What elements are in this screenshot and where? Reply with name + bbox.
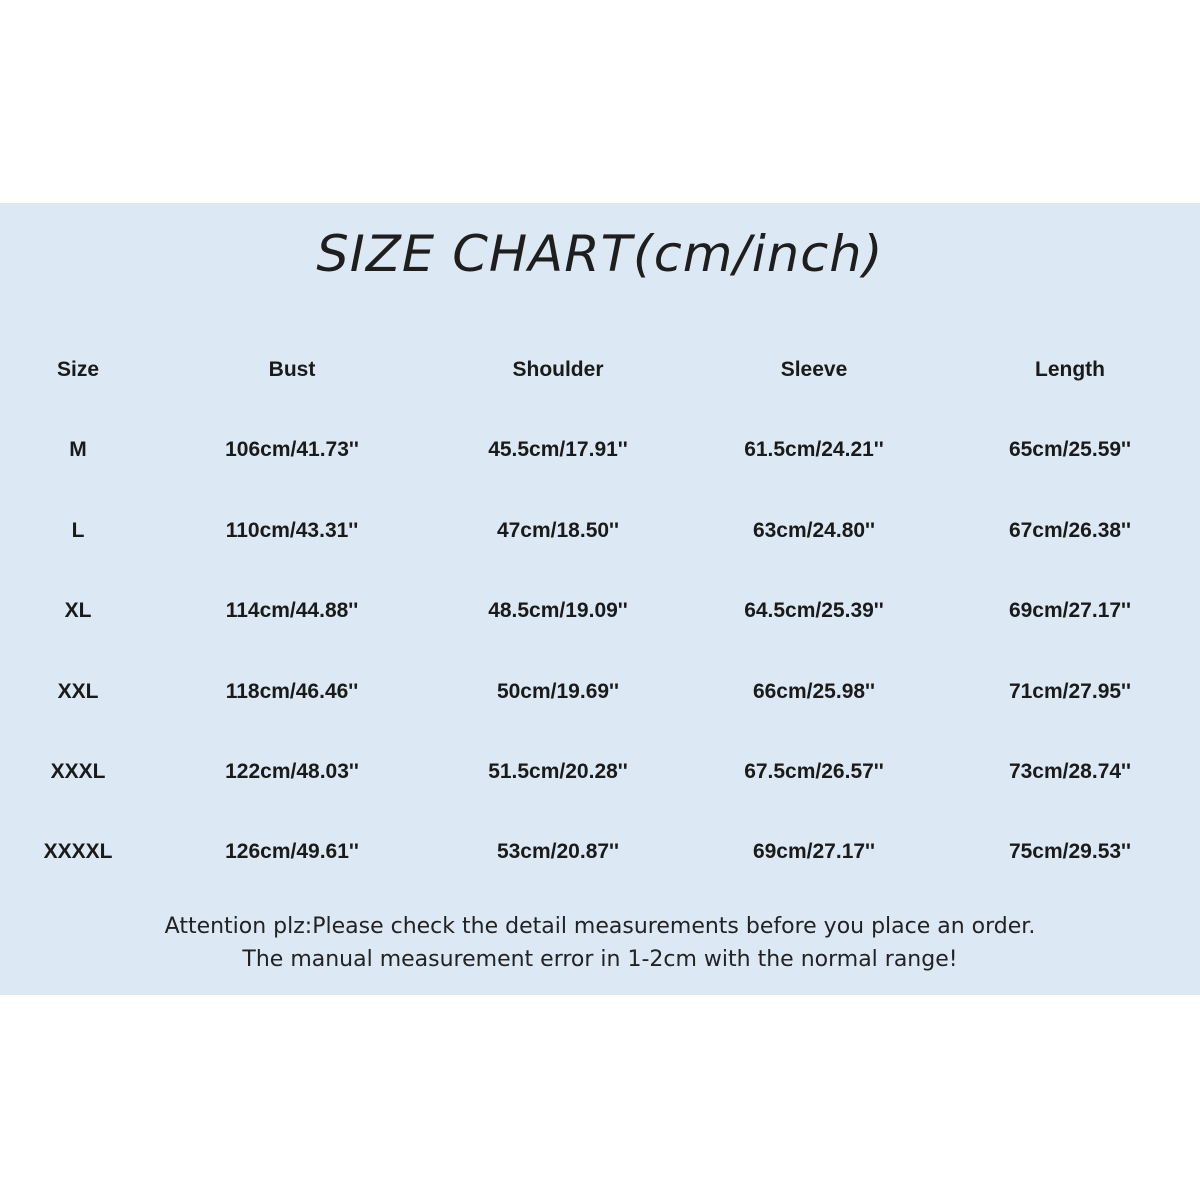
table-row <box>0 571 1200 651</box>
bust-cell: 118cm/46.46'' <box>225 679 359 703</box>
size-table <box>0 330 1200 893</box>
sleeve-cell: 66cm/25.98'' <box>752 679 876 703</box>
bust-cell: 126cm/49.61'' <box>225 840 359 864</box>
shoulder-cell: 45.5cm/17.91'' <box>488 438 628 462</box>
size-cell: XXXL <box>50 759 106 783</box>
header-sleeve: Sleeve <box>780 358 848 381</box>
sleeve-cell: 64.5cm/25.39'' <box>744 599 884 623</box>
table-row <box>0 491 1200 571</box>
length-cell: 69cm/27.17'' <box>1008 599 1132 623</box>
bust-cell: 110cm/43.31'' <box>225 518 359 542</box>
bust-cell: 106cm/41.73'' <box>225 438 359 462</box>
header-size: Size <box>56 358 100 381</box>
table-header-row <box>0 330 1200 410</box>
size-cell: XXL <box>57 679 99 703</box>
sleeve-cell: 61.5cm/24.21'' <box>744 438 884 462</box>
shoulder-cell: 53cm/20.87'' <box>496 840 620 864</box>
table-row <box>0 652 1200 732</box>
measurement-error-note: The manual measurement error in 1-2cm with the normal range! <box>242 947 958 972</box>
length-cell: 67cm/26.38'' <box>1008 518 1132 542</box>
sleeve-cell: 69cm/27.17'' <box>752 840 876 864</box>
shoulder-cell: 48.5cm/19.09'' <box>488 599 628 623</box>
size-cell: L <box>71 518 85 542</box>
shoulder-cell: 47cm/18.50'' <box>496 518 620 542</box>
attention-note: Attention plz:Please check the detail measurements before you place an order. <box>164 914 1036 939</box>
size-chart-title: SIZE CHART(cm/inch) <box>316 225 884 283</box>
sleeve-cell: 63cm/24.80'' <box>752 518 876 542</box>
table-row <box>0 812 1200 892</box>
length-cell: 65cm/25.59'' <box>1008 438 1132 462</box>
size-cell: XXXXL <box>43 840 113 864</box>
length-cell: 73cm/28.74'' <box>1008 759 1132 783</box>
size-cell: M <box>69 438 87 462</box>
header-bust: Bust <box>268 358 316 381</box>
length-cell: 71cm/27.95'' <box>1008 679 1132 703</box>
size-cell: XL <box>64 599 92 623</box>
table-row <box>0 732 1200 812</box>
length-cell: 75cm/29.53'' <box>1008 840 1132 864</box>
shoulder-cell: 50cm/19.69'' <box>496 679 620 703</box>
header-shoulder: Shoulder <box>512 358 604 381</box>
bust-cell: 122cm/48.03'' <box>225 759 359 783</box>
table-row <box>0 410 1200 490</box>
sleeve-cell: 67.5cm/26.57'' <box>744 759 884 783</box>
shoulder-cell: 51.5cm/20.28'' <box>488 759 628 783</box>
bust-cell: 114cm/44.88'' <box>225 599 359 623</box>
header-length: Length <box>1035 358 1105 381</box>
